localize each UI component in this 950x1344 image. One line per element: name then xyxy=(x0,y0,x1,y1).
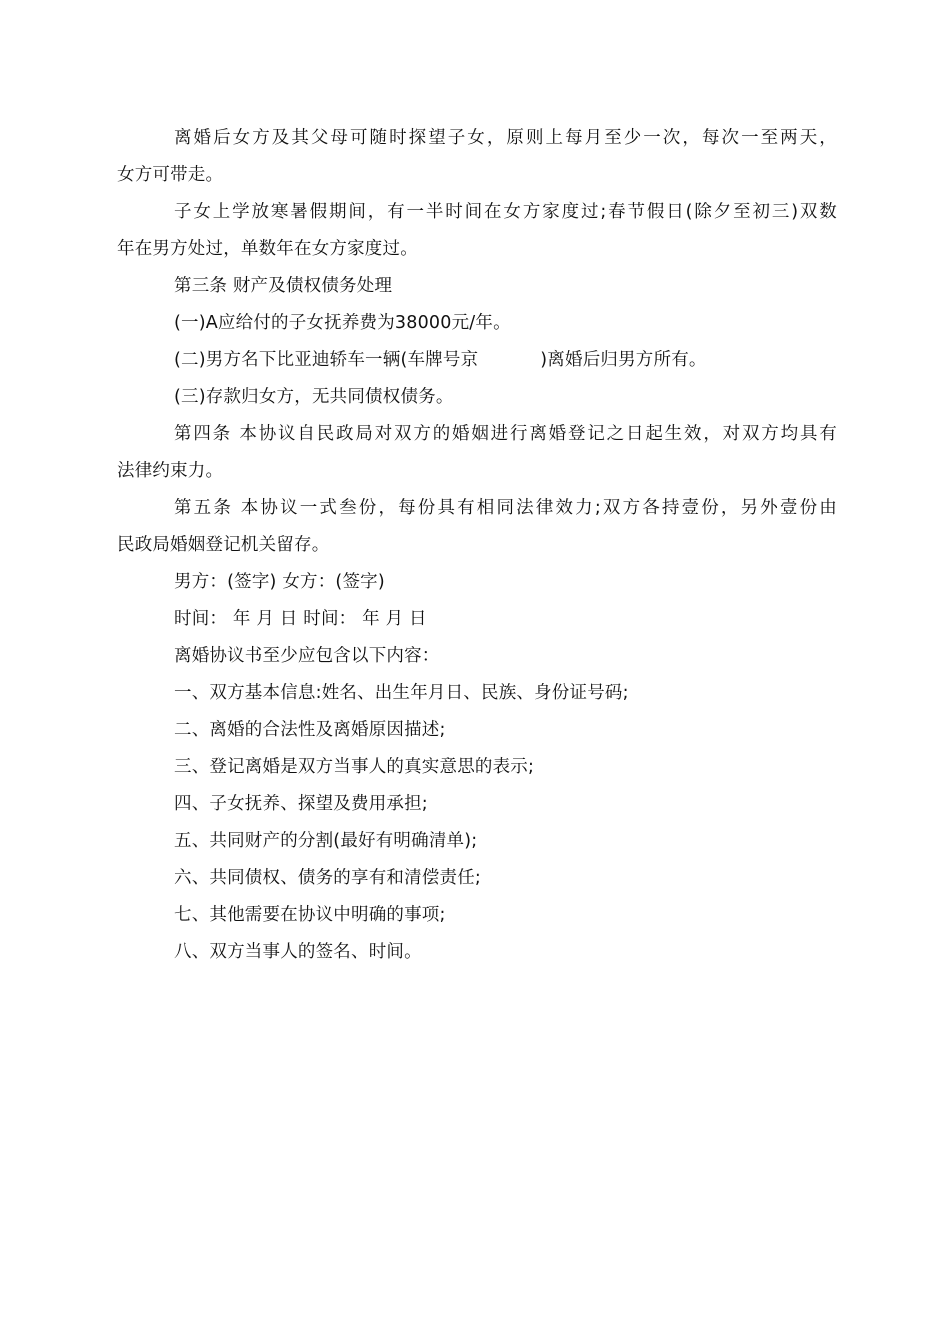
article-3-item-3: (三)存款归女方，无共同债权债务。 xyxy=(174,387,454,407)
document-body xyxy=(117,120,837,971)
contents-item-2: 二、离婚的合法性及离婚原因描述; xyxy=(174,720,446,740)
contents-item-8: 八、双方当事人的签名、时间。 xyxy=(174,942,422,962)
contents-item-4: 四、子女抚养、探望及费用承担; xyxy=(174,794,428,814)
holiday-paragraph-line-2: 年在男方处过，单数年在女方家度过。 xyxy=(117,239,418,259)
article-3-item-2-part-1: (二)男方名下比亚迪轿车一辆(车牌号京 xyxy=(174,350,479,370)
article-5-line-2: 民政局婚姻登记机关留存。 xyxy=(117,535,330,555)
holiday-paragraph-line-1: 子女上学放寒暑假期间，有一半时间在女方家度过;春节假日(除夕至初三)双数 xyxy=(174,202,837,222)
contents-intro: 离婚协议书至少应包含以下内容： xyxy=(174,646,440,666)
contents-item-3: 三、登记离婚是双方当事人的真实意思的表示; xyxy=(174,757,535,777)
date-line: 时间： 年 月 日 时间： 年 月 日 xyxy=(174,609,427,629)
article-4-line-2: 法律约束力。 xyxy=(117,461,224,481)
article-3-item-1: (一)A应给付的子女抚养费为38000元/年。 xyxy=(174,313,511,333)
contents-item-1: 一、双方基本信息:姓名、出生年月日、民族、身份证号码; xyxy=(174,683,629,703)
signature-line: 男方：(签字) 女方：(签字) xyxy=(174,572,385,592)
article-3-title: 第三条 财产及债权债务处理 xyxy=(174,276,393,296)
article-4-line-1: 第四条 本协议自民政局对双方的婚姻进行离婚登记之日起生效，对双方均具有 xyxy=(174,424,837,444)
article-5-line-1: 第五条 本协议一式叁份，每份具有相同法律效力;双方各持壹份，另外壹份由 xyxy=(174,498,837,518)
contents-item-5: 五、共同财产的分割(最好有明确清单); xyxy=(174,831,478,851)
contents-item-6: 六、共同债权、债务的享有和清偿责任; xyxy=(174,868,481,888)
contents-item-7: 七、其他需要在协议中明确的事项; xyxy=(174,905,446,925)
visitation-paragraph-line-1: 离婚后女方及其父母可随时探望子女，原则上每月至少一次，每次一至两天， xyxy=(174,128,837,148)
article-3-item-2-part-2: )离婚后归男方所有。 xyxy=(540,350,707,370)
article-3-item-2 xyxy=(117,342,837,379)
visitation-paragraph-line-2: 女方可带走。 xyxy=(117,165,224,185)
